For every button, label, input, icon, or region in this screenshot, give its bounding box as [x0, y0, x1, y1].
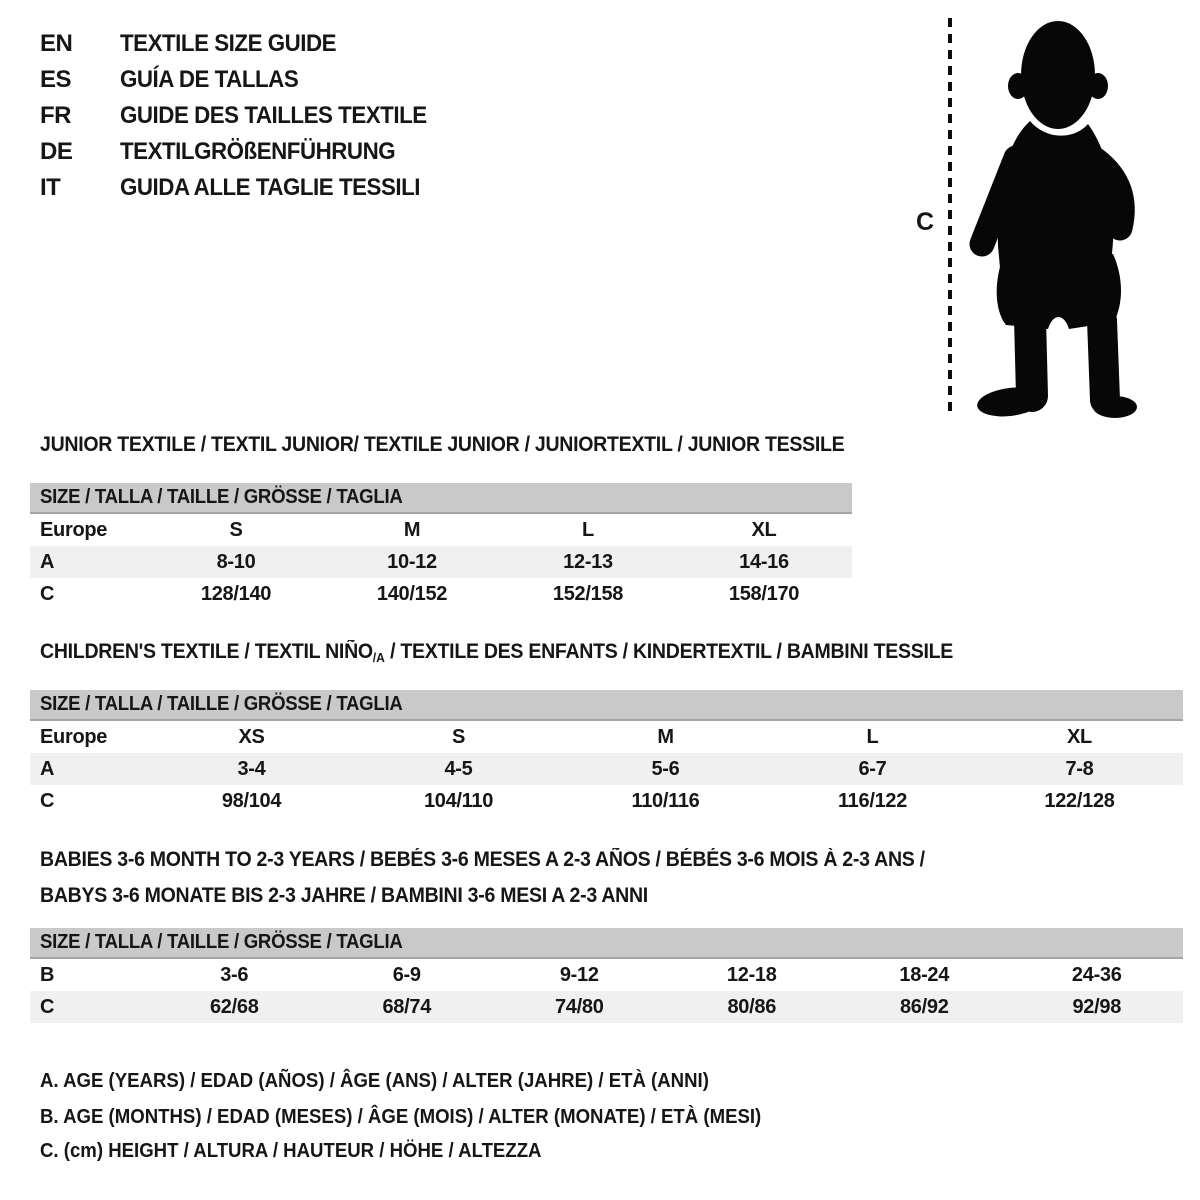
lang-row-it	[40, 170, 450, 206]
footnote-c: C. (cm) HEIGHT / ALTURA / HAUTEUR / HÖHE / ALTEZZA	[40, 1140, 542, 1162]
lang-row-es	[40, 62, 450, 98]
section-title-babies-line2: BABYS 3-6 MONATE BIS 2-3 JAHRE / BAMBINI 3-6 MESI A 2-3 ANNI	[40, 884, 648, 907]
height-value: 104/110	[423, 789, 494, 812]
height-value: 86/92	[899, 995, 949, 1018]
row-label: C	[40, 789, 55, 812]
months-value: 9-12	[559, 963, 599, 986]
table-children	[30, 690, 1183, 817]
size-value: L	[582, 518, 594, 541]
age-value: 14-16	[739, 550, 789, 573]
height-value: 128/140	[200, 582, 272, 605]
size-value: M	[657, 725, 674, 748]
height-value: 80/86	[727, 995, 777, 1018]
table-header-label: SIZE / TALLA / TAILLE / GRÖSSE / TAGLIA	[40, 486, 403, 508]
lang-code: FR	[40, 102, 71, 129]
table-babies	[30, 928, 1183, 1023]
height-value: 68/74	[382, 995, 432, 1018]
table-header	[30, 690, 1183, 721]
row-label: C	[40, 995, 55, 1018]
table-row-age	[30, 753, 1183, 785]
lang-row-fr	[40, 98, 450, 134]
row-label: B	[40, 963, 55, 986]
size-value: S	[451, 725, 466, 748]
table-row-months	[30, 959, 1183, 991]
height-measure-label: C	[916, 208, 935, 236]
row-label: A	[40, 550, 55, 573]
months-value: 18-24	[899, 963, 950, 986]
toddler-silhouette-figure	[940, 10, 1140, 425]
height-value: 110/116	[631, 789, 700, 812]
size-value: M	[403, 518, 421, 541]
table-row-europe	[30, 514, 852, 546]
section-title-junior: JUNIOR TEXTILE / TEXTIL JUNIOR/ TEXTILE JUNIOR / JUNIORTEXTIL / JUNIOR TESSILE	[40, 433, 845, 456]
table-row-europe	[30, 721, 1183, 753]
lang-title: GUIDE DES TAILLES TEXTILE	[120, 102, 427, 129]
height-value: 122/128	[1044, 789, 1115, 812]
height-value: 158/170	[728, 582, 800, 605]
lang-title: GUÍA DE TALLAS	[120, 66, 299, 93]
table-row-height	[30, 785, 1183, 817]
table-header	[30, 928, 1183, 959]
lang-title: GUIDA ALLE TAGLIE TESSILI	[120, 174, 421, 201]
months-value: 12-18	[726, 963, 777, 986]
section-title-babies-line1: BABIES 3-6 MONTH TO 2-3 YEARS / BEBÉS 3-6 MESES A 2-3 AÑOS / BÉBÉS 3-6 MOIS À 2-3 ANS /	[40, 848, 925, 871]
language-title-list	[40, 26, 450, 206]
nino-a-subscript: /A	[372, 650, 385, 665]
lang-code: ES	[40, 66, 72, 93]
table-junior	[30, 483, 852, 610]
lang-code: IT	[40, 174, 61, 201]
row-label: C	[40, 582, 55, 605]
toddler-silhouette	[976, 21, 1137, 420]
size-value: XL	[1067, 725, 1092, 748]
lang-code: EN	[40, 30, 73, 57]
row-label: A	[40, 757, 55, 780]
size-value: XS	[238, 725, 265, 748]
months-value: 24-36	[1071, 963, 1122, 986]
row-label: Europe	[40, 725, 108, 748]
table-header-label: SIZE / TALLA / TAILLE / GRÖSSE / TAGLIA	[40, 693, 403, 715]
age-value: 10-12	[387, 550, 437, 573]
size-value: XL	[751, 518, 777, 541]
lang-row-de	[40, 134, 450, 170]
row-label: Europe	[40, 518, 108, 541]
height-value: 62/68	[209, 995, 259, 1018]
months-value: 3-6	[220, 963, 249, 986]
lang-title: TEXTILE SIZE GUIDE	[120, 30, 337, 57]
lang-row-en	[40, 26, 450, 62]
height-value: 152/158	[552, 582, 624, 605]
size-value: S	[229, 518, 243, 541]
age-value: 3-4	[237, 757, 266, 780]
height-value: 74/80	[554, 995, 604, 1018]
age-value: 8-10	[216, 550, 256, 573]
height-value: 98/104	[221, 789, 282, 812]
height-value: 140/152	[376, 582, 448, 605]
table-header	[30, 483, 852, 514]
table-row-age	[30, 546, 852, 578]
size-value: L	[866, 725, 879, 748]
footnote-a: A. AGE (YEARS) / EDAD (AÑOS) / ÂGE (ANS) / ALTER (JAHRE) / ETÀ (ANNI)	[40, 1070, 709, 1092]
table-row-height	[30, 578, 852, 610]
age-value: 7-8	[1065, 757, 1094, 780]
age-value: 6-7	[858, 757, 887, 780]
lang-code: DE	[40, 138, 73, 165]
height-value: 92/98	[1072, 995, 1122, 1018]
age-value: 4-5	[444, 757, 473, 780]
months-value: 6-9	[392, 963, 421, 986]
footnote-b: B. AGE (MONTHS) / EDAD (MESES) / ÂGE (MOIS) / ALTER (MONATE) / ETÀ (MESI)	[40, 1106, 762, 1128]
table-row-height	[30, 991, 1183, 1023]
lang-title: TEXTILGRÖßENFÜHRUNG	[120, 138, 396, 165]
section-title-children: CHILDREN'S TEXTILE / TEXTIL NIÑO/A / TEXTILE DES ENFANTS / KINDERTEXTIL / BAMBINI TESSILE	[40, 640, 954, 665]
age-value: 5-6	[651, 757, 680, 780]
age-value: 12-13	[563, 550, 613, 573]
height-value: 116/122	[837, 789, 908, 812]
table-header-label: SIZE / TALLA / TAILLE / GRÖSSE / TAGLIA	[40, 931, 403, 953]
